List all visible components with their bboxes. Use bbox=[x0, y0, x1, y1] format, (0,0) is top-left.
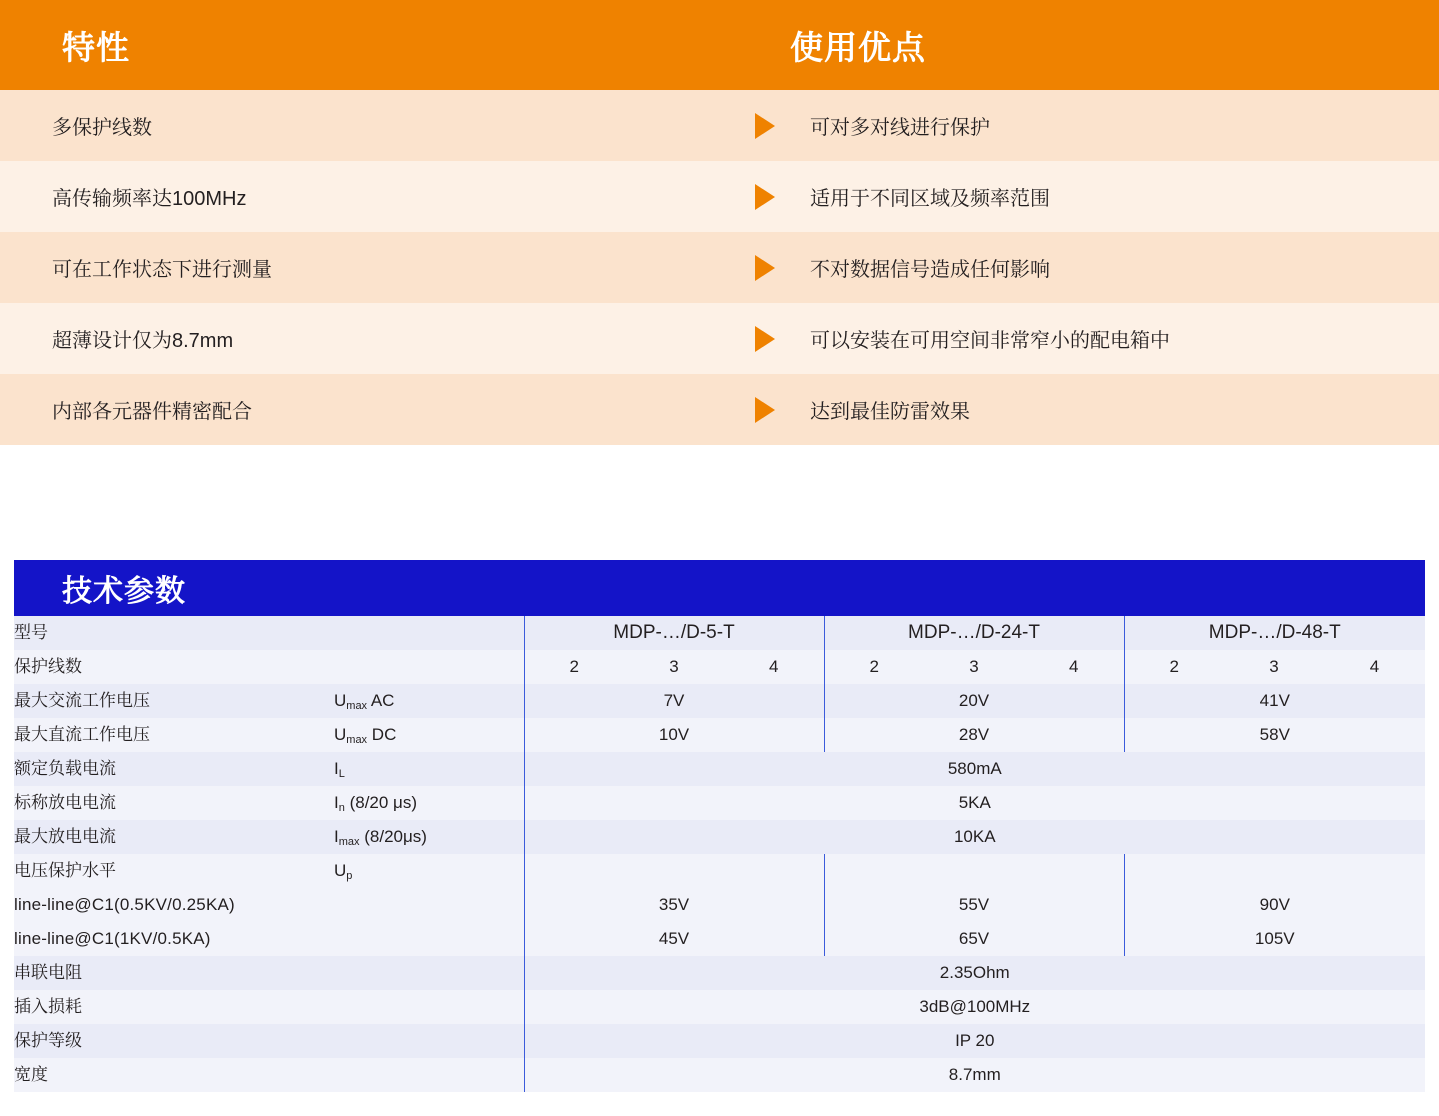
value-cell: 28V bbox=[824, 718, 1124, 752]
value-cell-empty bbox=[524, 854, 824, 888]
table-row bbox=[14, 990, 1425, 1024]
value-cell-span: 10KA bbox=[524, 820, 1425, 854]
value-cell: 58V bbox=[1124, 718, 1425, 752]
table-row-model bbox=[14, 616, 1425, 650]
row-label: 额定负载电流 bbox=[14, 758, 116, 778]
benefit-cell bbox=[720, 253, 1439, 282]
table-row-up-header bbox=[14, 854, 1425, 888]
row-symbol: $I_{max}$ (8/20μs) bbox=[334, 826, 427, 848]
row-label: 最大交流工作电压 bbox=[14, 690, 150, 710]
spec-table bbox=[14, 616, 1425, 1092]
line-count: 2 bbox=[824, 650, 924, 684]
value-cell-span: 2.35Ohm bbox=[524, 956, 1425, 990]
model-3: MDP-…/D-48-T bbox=[1124, 616, 1425, 650]
features-benefits-section bbox=[0, 0, 1439, 445]
arrow-right-icon bbox=[720, 326, 810, 352]
row-label: line-line@C1(0.5KV/0.25KA) bbox=[14, 894, 235, 914]
row-symbol-empty bbox=[334, 650, 524, 684]
technical-spec-section bbox=[14, 560, 1425, 1092]
feature-text: 超薄设计仅为8.7mm bbox=[52, 330, 234, 352]
arrow-right-icon bbox=[720, 255, 810, 281]
value-cell: 65V bbox=[824, 922, 1124, 956]
feature-text: 高传输频率达100MHz bbox=[52, 188, 247, 210]
row-symbol-empty bbox=[334, 1058, 524, 1092]
feature-row bbox=[0, 232, 1439, 303]
row-label: 最大直流工作电压 bbox=[14, 724, 150, 744]
row-symbol: $U_p$ bbox=[334, 860, 353, 882]
value-cell-span: 8.7mm bbox=[524, 1058, 1425, 1092]
benefit-cell bbox=[720, 182, 1439, 211]
features-header-bar bbox=[0, 0, 1439, 90]
feature-text: 可在工作状态下进行测量 bbox=[52, 259, 272, 281]
table-row-line-count bbox=[14, 650, 1425, 684]
row-label: 型号 bbox=[14, 622, 48, 642]
line-count: 4 bbox=[769, 656, 779, 676]
value-cell: 105V bbox=[1124, 922, 1425, 956]
row-symbol-empty bbox=[334, 616, 524, 650]
row-label: 插入损耗 bbox=[14, 996, 82, 1016]
value-cell: 90V bbox=[1124, 888, 1425, 922]
value-cell-empty bbox=[824, 854, 1124, 888]
row-symbol: $U_{max}$ AC bbox=[334, 690, 395, 712]
features-title: 特性 bbox=[62, 28, 130, 66]
row-label: line-line@C1(1KV/0.5KA) bbox=[14, 928, 211, 948]
table-row bbox=[14, 752, 1425, 786]
feature-text: 内部各元器件精密配合 bbox=[52, 401, 252, 423]
features-header-right bbox=[720, 22, 1439, 69]
benefit-cell bbox=[720, 111, 1439, 140]
value-cell: 41V bbox=[1124, 684, 1425, 718]
table-row bbox=[14, 888, 1425, 922]
row-label: 标称放电电流 bbox=[14, 792, 116, 812]
line-count: 3 bbox=[669, 656, 679, 676]
table-row bbox=[14, 922, 1425, 956]
feature-row bbox=[0, 374, 1439, 445]
line-count: 2 bbox=[524, 650, 624, 684]
value-cell-span: 5KA bbox=[524, 786, 1425, 820]
value-cell: 7V bbox=[524, 684, 824, 718]
feature-row bbox=[0, 303, 1439, 374]
value-cell-span: 580mA bbox=[524, 752, 1425, 786]
benefit-cell bbox=[720, 395, 1439, 424]
value-cell: 20V bbox=[824, 684, 1124, 718]
table-row bbox=[14, 1058, 1425, 1092]
spec-header-bar bbox=[14, 560, 1425, 616]
value-cell: 35V bbox=[524, 888, 824, 922]
model-1: MDP-…/D-5-T bbox=[524, 616, 824, 650]
line-count: 4 bbox=[1369, 656, 1380, 676]
benefits-title: 使用优点 bbox=[790, 28, 926, 66]
features-header-left bbox=[0, 22, 720, 69]
model-2: MDP-…/D-24-T bbox=[824, 616, 1124, 650]
row-label: 保护线数 bbox=[14, 656, 82, 676]
row-symbol: $I_L$ bbox=[334, 758, 345, 780]
value-cell: 55V bbox=[824, 888, 1124, 922]
arrow-right-icon bbox=[720, 184, 810, 210]
benefit-text: 可对多对线进行保护 bbox=[810, 117, 990, 139]
arrow-right-icon bbox=[720, 113, 810, 139]
benefit-text: 不对数据信号造成任何影响 bbox=[810, 259, 1050, 281]
row-symbol: $U_{max}$ DC bbox=[334, 724, 397, 746]
value-cell-span: IP 20 bbox=[524, 1024, 1425, 1058]
line-count: 2 bbox=[1124, 650, 1224, 684]
table-row bbox=[14, 956, 1425, 990]
row-label: 宽度 bbox=[14, 1064, 48, 1084]
row-label: 串联电阻 bbox=[14, 962, 82, 982]
table-row bbox=[14, 718, 1425, 752]
benefit-text: 达到最佳防雷效果 bbox=[810, 401, 970, 423]
row-symbol: $I_n$ (8/20 μs) bbox=[334, 792, 418, 814]
value-cell: 10V bbox=[524, 718, 824, 752]
table-row bbox=[14, 1024, 1425, 1058]
table-row bbox=[14, 684, 1425, 718]
value-cell-span: 3dB@100MHz bbox=[524, 990, 1425, 1024]
feature-row bbox=[0, 90, 1439, 161]
row-label: 保护等级 bbox=[14, 1030, 82, 1050]
benefit-text: 适用于不同区域及频率范围 bbox=[810, 188, 1050, 210]
line-count: 4 bbox=[1069, 656, 1079, 676]
line-count: 3 bbox=[969, 656, 979, 676]
value-cell-empty bbox=[1124, 854, 1425, 888]
feature-text: 多保护线数 bbox=[52, 117, 152, 139]
row-label: 电压保护水平 bbox=[14, 860, 116, 880]
benefit-cell bbox=[720, 324, 1439, 353]
row-symbol-empty bbox=[334, 956, 524, 990]
benefit-text: 可以安装在可用空间非常窄小的配电箱中 bbox=[810, 330, 1170, 352]
row-symbol-empty bbox=[334, 990, 524, 1024]
row-label: 最大放电电流 bbox=[14, 826, 116, 846]
line-count: 3 bbox=[1269, 656, 1279, 676]
value-cell: 45V bbox=[524, 922, 824, 956]
row-symbol-empty bbox=[334, 1024, 524, 1058]
spec-title: 技术参数 bbox=[62, 575, 186, 608]
feature-row bbox=[0, 161, 1439, 232]
table-row bbox=[14, 786, 1425, 820]
arrow-right-icon bbox=[720, 397, 810, 423]
table-row bbox=[14, 820, 1425, 854]
